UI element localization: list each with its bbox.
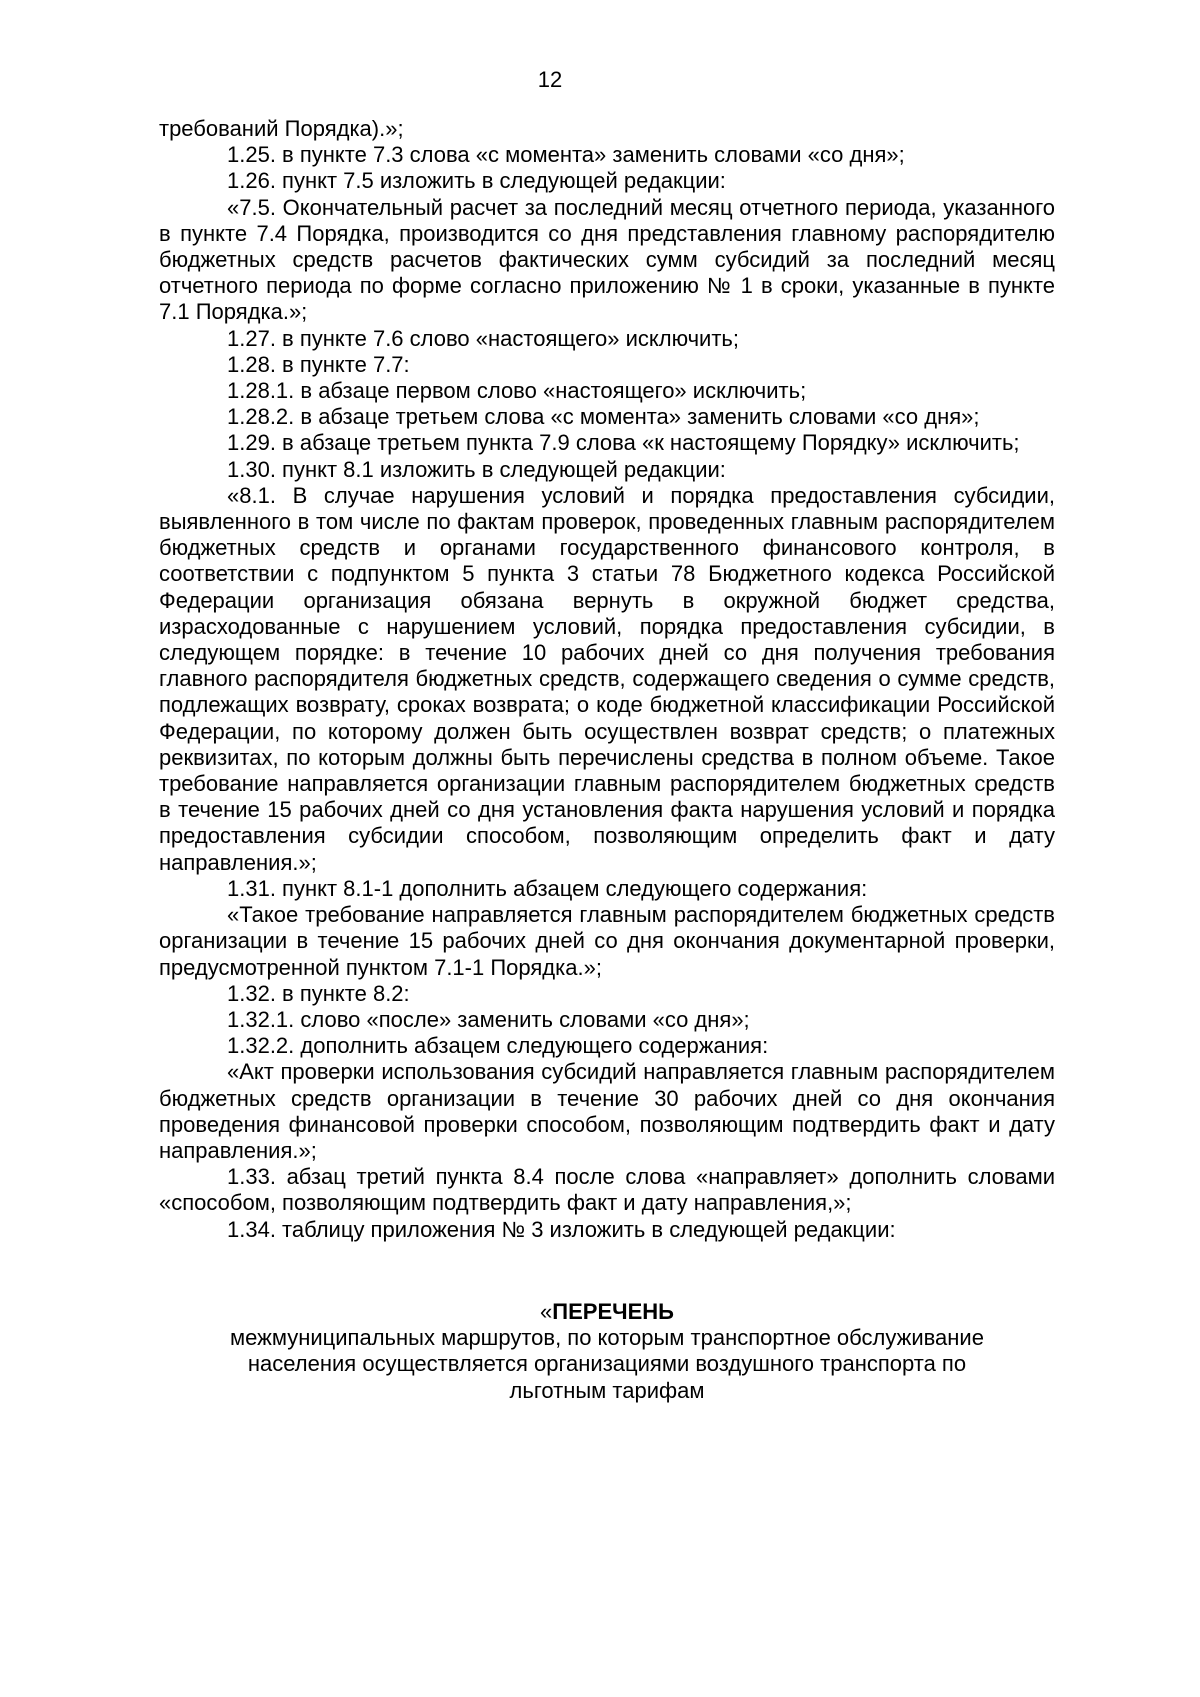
list-heading — [159, 1299, 1055, 1404]
body-paragraph: 1.28.1. в абзаце первом слово «настоящего» исключить; — [227, 378, 807, 404]
heading-subtitle-line: межмуниципальных маршрутов, по которым транспортное обслуживание — [230, 1325, 984, 1351]
body-paragraph: 1.33. абзац третий пункта 8.4 после слова «направляет» дополнить словами «способом, позволяющим подтвердить факт и дату направления,»; — [159, 1164, 1055, 1216]
heading-open-quote: « — [540, 1299, 553, 1324]
heading-title-text: ПЕРЕЧЕНЬ — [552, 1299, 674, 1324]
body-paragraph: 1.32. в пункте 8.2: — [227, 980, 410, 1006]
body-paragraph: «8.1. В случае нарушения условий и порядка предоставления субсидии, выявленного в том числе по фактам проверок, проведенных главным распорядителем бюджетных средств и органами государственного финансового контроля, в соответствии с подпунктом 5 пункта 3 статьи 78 Бюджетного кодекса Российской Федерации организация обязана вернуть в окружной бюджет средства, израсходованные с нарушением условий, порядка предоставления субсидии, в следующем порядке: в течение 10 рабочих дней со дня получения требования главного распорядителя бюджетных средств, содержащего сведения о сумме средств, подлежащих возврату, сроках возврата; о коде бюджетной классификации Российской Федерации, по которому должен быть осуществлен возврат средств; о платежных реквизитах, по которым должны быть перечислены средства в полном объеме. Такое требование направляется организации главным распорядителем бюджетных средств в течение 15 рабочих дней со дня установления факта нарушения условий и порядка предоставления субсидии способом, позволяющим определить факт и дату направления.»; — [159, 482, 1055, 875]
body-paragraph: 1.28. в пункте 7.7: — [227, 351, 410, 377]
page-number: 12 — [537, 67, 563, 92]
body-paragraph: 1.32.2. дополнить абзацем следующего содержания: — [227, 1033, 769, 1059]
heading-subtitle-line: населения осуществляется организациями воздушного транспорта по — [247, 1351, 967, 1377]
body-paragraph: «7.5. Окончательный расчет за последний месяц отчетного периода, указанного в пункте 7.4 Порядка, производится со дня представления главному распорядителю бюджетных средств расчетов фактических сумм субсидий за последний месяц отчетного периода по форме согласно приложению № 1 в сроки, указанные в пункте 7.1 Порядка.»; — [159, 194, 1055, 325]
document-body — [159, 116, 1055, 1243]
body-paragraph: 1.31. пункт 8.1-1 дополнить абзацем следующего содержания: — [227, 875, 868, 901]
body-paragraph: «Акт проверки использования субсидий направляется главным распорядителем бюджетных средств организации в течение 30 рабочих дней со дня окончания проведения финансовой проверки способом, позволяющим подтвердить факт и дату направления.»; — [159, 1059, 1055, 1163]
body-paragraph: 1.29. в абзаце третьем пункта 7.9 слова «к настоящему Порядку» исключить; — [227, 430, 1020, 456]
body-paragraph: 1.27. в пункте 7.6 слово «настоящего» исключить; — [227, 325, 739, 351]
body-paragraph: 1.28.2. в абзаце третьем слова «с момента» заменить словами «со дня»; — [227, 404, 980, 430]
body-paragraph: 1.30. пункт 8.1 изложить в следующей редакции: — [227, 456, 726, 482]
body-paragraph: 1.32.1. слово «после» заменить словами «со дня»; — [227, 1006, 750, 1032]
body-paragraph: требований Порядка).»; — [159, 116, 404, 141]
heading-subtitle-line: льготным тарифам — [509, 1377, 705, 1403]
body-paragraph: «Такое требование направляется главным распорядителем бюджетных средств организации в течение 15 рабочих дней со дня окончания документарной проверки, предусмотренной пунктом 7.1-1 Порядка.»; — [159, 902, 1055, 980]
heading-title — [159, 1299, 1055, 1325]
body-paragraph: 1.25. в пункте 7.3 слова «с момента» заменить словами «со дня»; — [227, 142, 905, 168]
body-paragraph: 1.26. пункт 7.5 изложить в следующей редакции: — [227, 168, 726, 194]
body-paragraph: 1.34. таблицу приложения № 3 изложить в следующей редакции: — [227, 1216, 896, 1242]
